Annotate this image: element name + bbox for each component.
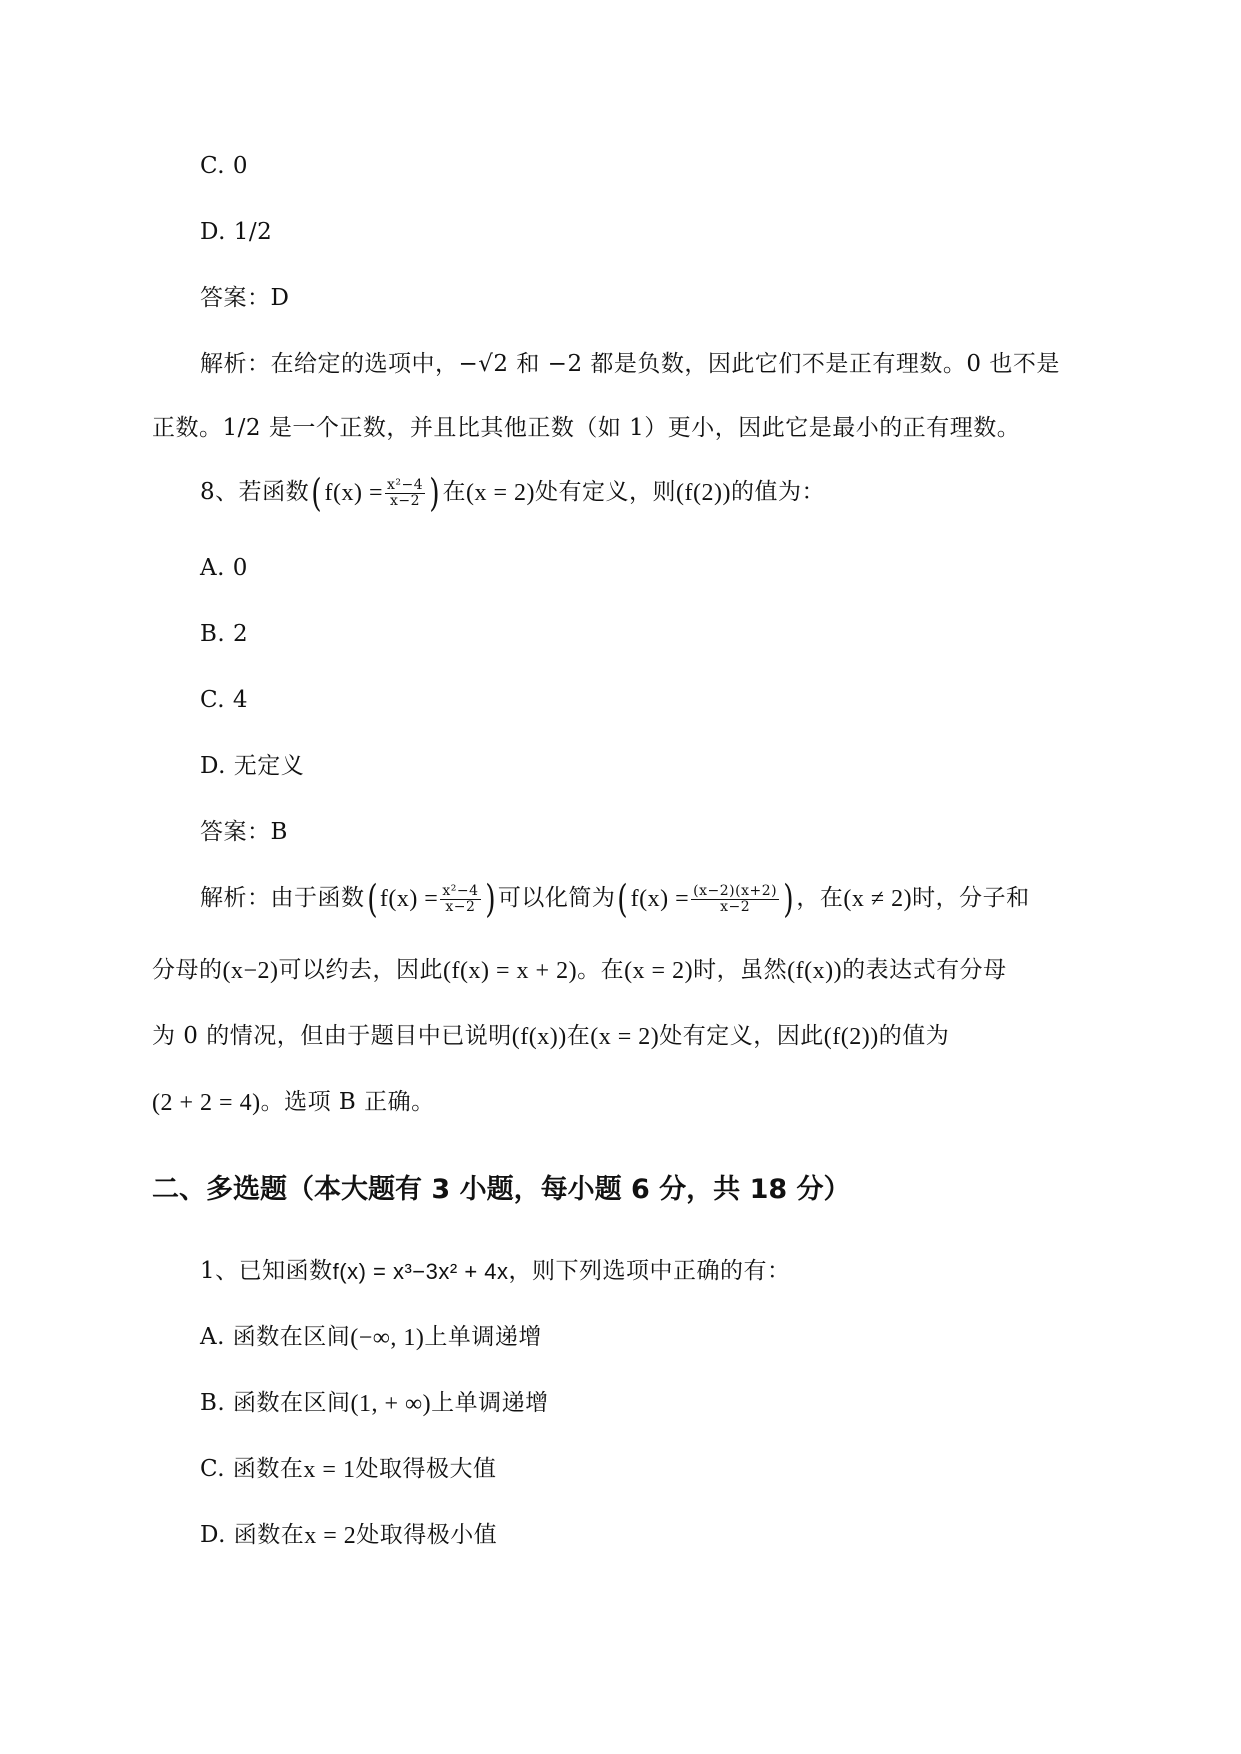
option-text: 上单调递增	[431, 1390, 549, 1416]
question-text: 1、已知函数	[200, 1258, 333, 1284]
q8-analysis-line1	[200, 877, 1030, 921]
fraction-numerator: (x−2)(x+2)	[693, 882, 778, 899]
mq1-option-d	[200, 1519, 497, 1552]
left-paren: (	[617, 877, 629, 921]
option-text: 处取得极大值	[355, 1456, 497, 1482]
q7-option-c: C. 0	[200, 153, 249, 179]
math-expression: (f(2))	[823, 1024, 879, 1050]
q7-option-d: D. 1/2	[200, 219, 273, 245]
option-text: D. 函数在	[200, 1522, 305, 1548]
math-expression: (x = 2)	[590, 1024, 660, 1050]
q8-stem-condition: (x = 2)	[465, 480, 535, 506]
q8-option-b: B. 2	[200, 621, 249, 647]
section-heading: 二、多选题（本大题有 3 小题，每小题 6 分，共 18 分）	[152, 1174, 851, 1205]
analysis-text: 的值为	[878, 1023, 950, 1049]
math-expression: (x = 2)	[624, 958, 694, 984]
q8-analysis-line2	[152, 954, 1007, 987]
q8-option-c: C. 4	[200, 687, 249, 713]
analysis-text: 解析：由于函数	[200, 885, 365, 911]
analysis-text: 可以化简为	[497, 885, 616, 911]
math-expression: f(x) =	[630, 886, 690, 912]
mq1-stem	[200, 1255, 791, 1288]
option-text: C. 函数在	[200, 1456, 304, 1482]
left-paren: (	[311, 471, 323, 515]
option-text: A. 函数在区间	[200, 1324, 351, 1350]
option-text: B. 函数在区间	[200, 1390, 351, 1416]
math-expression: x = 1	[303, 1457, 356, 1483]
analysis-text: 。选项 B 正确。	[260, 1089, 435, 1115]
right-paren: )	[484, 877, 496, 921]
math-expression: f(x) =	[379, 886, 439, 912]
fraction	[691, 884, 779, 915]
right-paren: )	[783, 877, 795, 921]
left-paren: (	[366, 877, 378, 921]
fraction-denominator: x−2	[390, 492, 421, 509]
math-expression: (−∞, 1)	[350, 1325, 425, 1351]
q8-analysis-line3	[152, 1020, 949, 1053]
math-expression: (x ≠ 2)	[843, 886, 913, 912]
mq1-option-a	[200, 1321, 542, 1354]
mq1-option-b	[200, 1387, 549, 1420]
math-expression: x = 2	[304, 1523, 357, 1549]
analysis-text: 分母的	[152, 957, 223, 983]
right-paren: )	[429, 471, 441, 515]
mq1-option-c	[200, 1453, 496, 1486]
q8-stem-value: (f(2))	[676, 480, 731, 506]
q8-option-a: A. 0	[200, 555, 248, 581]
q8-analysis-line4	[152, 1086, 435, 1119]
fraction-numerator: x²−4	[386, 476, 424, 493]
option-text: 处取得极小值	[356, 1522, 498, 1548]
option-text: 上单调递增	[424, 1324, 542, 1350]
math-expression: (f(x))	[511, 1024, 567, 1050]
math-expression: (2 + 2 = 4)	[152, 1090, 261, 1116]
analysis-text: 时，虽然	[693, 957, 788, 983]
fraction-numerator: x²−4	[442, 882, 479, 899]
math-expression: (f(x) = x + 2)	[443, 958, 578, 984]
q8-option-d: D. 无定义	[200, 753, 305, 779]
fraction-denominator: x−2	[445, 898, 476, 915]
math-expression: f(x) = x³−3x² + 4x	[332, 1259, 509, 1284]
q8-answer: 答案：B	[200, 819, 288, 845]
analysis-text: 在	[566, 1023, 591, 1049]
fraction-denominator: x−2	[720, 898, 751, 915]
analysis-text: ，在	[796, 885, 844, 911]
analysis-text: 处有定义，因此	[659, 1023, 824, 1049]
math-expression: (x−2)	[222, 958, 279, 984]
math-expression: (1, + ∞)	[350, 1391, 432, 1417]
math-expression: (f(x))	[787, 958, 843, 984]
q8-stem-suffix: 处有定义，则	[535, 479, 676, 505]
q8-stem	[200, 471, 825, 515]
analysis-text: 时，分子和	[912, 885, 1030, 911]
q8-stem-end: 的值为：	[730, 479, 825, 505]
q8-stem-fraction	[385, 478, 425, 509]
analysis-text: 。在	[577, 957, 625, 983]
q8-stem-func: f(x) =	[324, 480, 383, 506]
q8-stem-prefix: 8、若函数	[200, 479, 310, 505]
fraction	[440, 884, 480, 915]
analysis-text: 的表达式有分母	[842, 957, 1007, 983]
analysis-text: 为 0 的情况，但由于题目中已说明	[152, 1023, 512, 1049]
question-text: ，则下列选项中正确的有：	[508, 1258, 791, 1284]
q7-analysis-line1: 解析：在给定的选项中，−√2 和 −2 都是负数，因此它们不是正有理数。0 也不是	[200, 351, 1060, 377]
q7-answer: 答案：D	[200, 285, 290, 311]
q7-analysis-line2: 正数。1/2 是一个正数，并且比其他正数（如 1）更小，因此它是最小的正有理数。	[152, 415, 1021, 441]
analysis-text: 可以约去，因此	[278, 957, 444, 983]
q8-stem-mid: 在	[442, 479, 466, 505]
